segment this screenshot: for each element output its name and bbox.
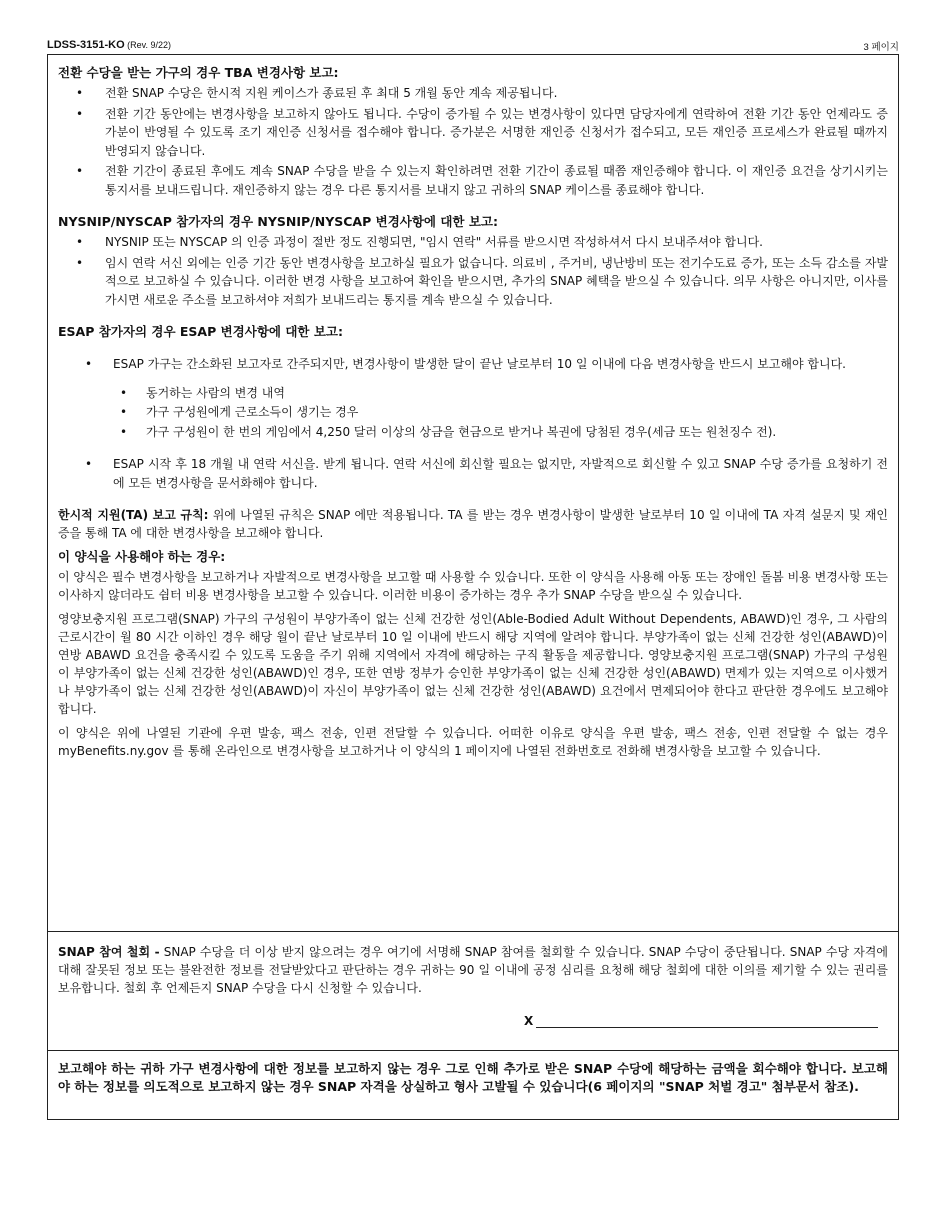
ta-label: 한시적 지원(TA) 보고 규칙: — [58, 508, 209, 522]
bullet-icon: • — [120, 385, 128, 400]
signature-field[interactable] — [524, 1014, 878, 1030]
list-item — [58, 403, 888, 422]
withdrawal-label: SNAP 참여 철회 - — [58, 945, 160, 959]
tba-heading: 전환 수당을 받는 가구의 경우 TBA 변경사항 보고: — [58, 65, 339, 80]
bullet-icon: • — [120, 424, 128, 439]
form-id — [47, 39, 171, 51]
form-number: LDSS-3151-KO — [47, 39, 125, 51]
list-item — [58, 384, 888, 403]
list-item — [58, 233, 888, 252]
esap-list — [58, 355, 888, 374]
when-to-use-para-3: 이 양식은 위에 나열된 기관에 우편 발송, 팩스 전송, 인편 전달할 수 있습니다. 어떠한 이유로 양식을 우편 발송, 팩스 전송, 인편 전달할 수 없는 경우 myBenefits.ny.gov 를 통해 온라인으로 변경사항을 보고하거나 이 양식의 1 페이지에 나열된 전화번호로 전화해 변경사항을 보고할 수 있습니다. — [58, 726, 888, 758]
bullet-icon: • — [85, 457, 93, 471]
nysnip-list — [58, 233, 888, 309]
list-item — [58, 254, 888, 310]
bullet-icon: • — [120, 405, 128, 419]
esap-item-text: ESAP 가구는 간소화된 보고자로 간주되지만, 변경사항이 발생한 달이 끝난 날로부터 10 일 이내에 다음 변경사항을 반드시 보고해야 합니다. — [113, 357, 846, 371]
form-revision: (Rev. 9/22) — [124, 40, 171, 50]
bullet-icon: • — [76, 235, 84, 249]
esap-sub-item-text: 가구 구성원에게 근로소득이 생기는 경우 — [146, 405, 359, 419]
list-item — [58, 355, 888, 374]
esap-list-2 — [58, 455, 888, 492]
bullet-icon: • — [76, 255, 84, 270]
esap-item-text: ESAP 시작 후 18 개월 내 연락 서신을. 받게 됩니다. 연락 서신에 회신할 필요는 없지만, 자발적으로 회신할 수 있고 SNAP 수당 증가를 요청하기 전에 모든 변경사항을 문서화해야 합니다. — [113, 457, 888, 490]
page-header — [47, 38, 899, 54]
when-to-use-para-1: 이 양식은 필수 변경사항을 보고하거나 자발적으로 변경사항을 보고할 때 사용할 수 있습니다. 또한 이 양식을 사용해 아동 또는 장애인 돌봄 비용 변경사항 또는 이사하지 않더라도 쉼터 비용 변경사항을 보고할 수 있습니다. 이러한 비용이 증가하는 경우 추가 SNAP 수당을 받으실 수 있습니다. — [58, 570, 888, 602]
list-item — [58, 423, 888, 442]
when-to-use-heading: 이 양식을 사용해야 하는 경우: — [58, 549, 226, 564]
tba-item-text: 전환 SNAP 수당은 한시적 지원 케이스가 종료된 후 최대 5 개월 동안 계속 제공됩니다. — [105, 86, 558, 100]
withdrawal-body: SNAP 수당을 더 이상 받지 않으려는 경우 여기에 서명해 SNAP 참여를 철회할 수 있습니다. SNAP 수당이 중단됩니다. SNAP 수당 자격에 대해 잘못된 정보 또는 불완전한 정보를 전달받았다고 판단하는 경우 귀하는 90 일 이내에 공정 심리를 요청해 해당 철회에 대한 이의를 제기할 수 있는 권리를 보유합니다. 철회 후 언제든지 SNAP 수당을 다시 신청할 수 있습니다. — [58, 945, 888, 995]
nysnip-heading: NYSNIP/NYSCAP 참가자의 경우 NYSNIP/NYSCAP 변경사항에 대한 보고: — [58, 214, 498, 229]
esap-sub-item-text: 가구 구성원이 한 번의 게임에서 4,250 달러 이상의 상금을 현금으로 받거나 복권에 당첨된 경우(세금 또는 원천징수 전). — [146, 424, 777, 439]
nysnip-item-text: 임시 연락 서신 외에는 인증 기간 동안 변경사항을 보고하실 필요가 없습니다. 의료비 , 주거비, 냉난방비 또는 전기수도료 증가, 또는 소득 감소를 자발적으로 보고하실 수 있습니다. 이러한 변경 사항을 보고하여 확인을 받으시면, 추가의 SNAP 혜택을 받으실 수 있습니다. 의무 사항은 아니지만, 이사를 가시면 새로운 주소를 보고하셔야 저희가 보내드리는 통지를 계속 받으실 수 있습니다. — [105, 255, 888, 307]
esap-sub-item-text: 동거하는 사람의 변경 내역 — [146, 385, 285, 400]
when-to-use-para-2: 영양보충지원 프로그램(SNAP) 가구의 구성원이 부양가족이 없는 신체 건강한 성인(Able-Bodied Adult Without Dependents, ABAWD)인 경우, 그 사람의 근로시간이 월 80 시간 이하인 경우 해당 월이 끝난 날로부터 10 일 이내에 반드시 해당 지역에 알려야 합니다. 부양가족이 없는 신체 건강한 성인(ABAWD)이 연방 ABAWD 요건을 충족시킬 수 있도록 도움을 주기 위해 지역에서 자격에 해당하는 구직 활동을 제공합니다. 영양보충지원 프로그램(SNAP) 가구의 구성원이 부양가족이 없는 신체 건강한 성인(ABAWD)인 경우, 또한 연방 정부가 승인한 부양가족이 없는 신체 건강한 성인(ABAWD) 면제가 있는 지역으로 이사했거나 부양가족이 없는 신체 건강한 성인(ABAWD)이 자신이 부양가족이 없는 신체 건강한 성인(ABAWD) 요건에서 면제되어야 한다고 판단한 경우에도 보고해야 합니다. — [58, 612, 888, 716]
withdrawal-text — [58, 943, 888, 997]
tba-item-text: 전환 기간 동안에는 변경사항을 보고하지 않아도 됩니다. 수당이 증가될 수 있는 변경사항이 있다면 담당자에게 연락하여 전환 기간 동안 언제라도 증가분이 반영될 수 있도록 조기 재인증 신청서를 접수해야 합니다. 증가분은 서명한 재인증 신청서가 접수되고, 모든 재인증 프로세스가 완료될 때까지 반영되지 않습니다. — [105, 106, 888, 158]
penalty-warning-text: 보고해야 하는 귀하 가구 변경사항에 대한 정보를 보고하지 않는 경우 그로 인해 추가로 받은 SNAP 수당에 해당하는 금액을 회수해야 합니다. 보고해야 하는 정보를 의도적으로 보고하지 않는 경우 SNAP 자격을 상실하고 형사 고발될 수 있습니다(6 페이지의 "SNAP 처벌 경고" 첨부문서 참조). — [58, 1061, 888, 1094]
tba-item-text: 전환 기간이 종료된 후에도 계속 SNAP 수당을 받을 수 있는지 확인하려면 전환 기간이 종료될 때쯤 재인증해야 합니다. 이 재인증 요건을 상기시키는 통지서를 보내드립니다. 재인증하지 않는 경우 다른 통지서를 보내지 않고 귀하의 SNAP 케이스를 종료해야 합니다. — [105, 164, 888, 197]
list-item — [58, 105, 888, 161]
esap-heading: ESAP 참가자의 경우 ESAP 변경사항에 대한 보고: — [58, 324, 343, 339]
ta-rules — [58, 506, 888, 542]
spacer — [58, 313, 888, 323]
list-item — [58, 162, 888, 199]
spacer — [58, 203, 888, 213]
bullet-icon: • — [76, 86, 84, 100]
list-item — [58, 84, 888, 103]
form-frame — [47, 54, 899, 1120]
withdrawal-section — [48, 931, 898, 1050]
nysnip-item-text: NYSNIP 또는 NYSCAP 의 인증 과정이 절반 정도 진행되면, "임시 연락" 서류를 받으시면 작성하셔서 다시 보내주셔야 합니다. — [105, 235, 763, 249]
bullet-icon: • — [76, 106, 84, 121]
reporting-rules-section — [48, 55, 898, 931]
esap-sub-list — [58, 384, 888, 442]
penalty-warning-section — [48, 1050, 898, 1121]
signature-mark: X — [524, 1014, 534, 1028]
spacer — [58, 496, 888, 506]
page-number: 3 페이지 — [863, 42, 899, 53]
ta-text: 위에 나열된 규칙은 SNAP 에만 적용됩니다. TA 를 받는 경우 변경사항이 발생한 날로부터 10 일 이내에 TA 자격 설문지 및 재인증을 통해 TA 에 대한 변경사항을 보고해야 합니다. — [58, 508, 888, 540]
signature-line[interactable] — [536, 1027, 878, 1028]
tba-list — [58, 84, 888, 199]
list-item — [58, 455, 888, 492]
bullet-icon: • — [85, 357, 93, 371]
bullet-icon: • — [76, 164, 84, 178]
